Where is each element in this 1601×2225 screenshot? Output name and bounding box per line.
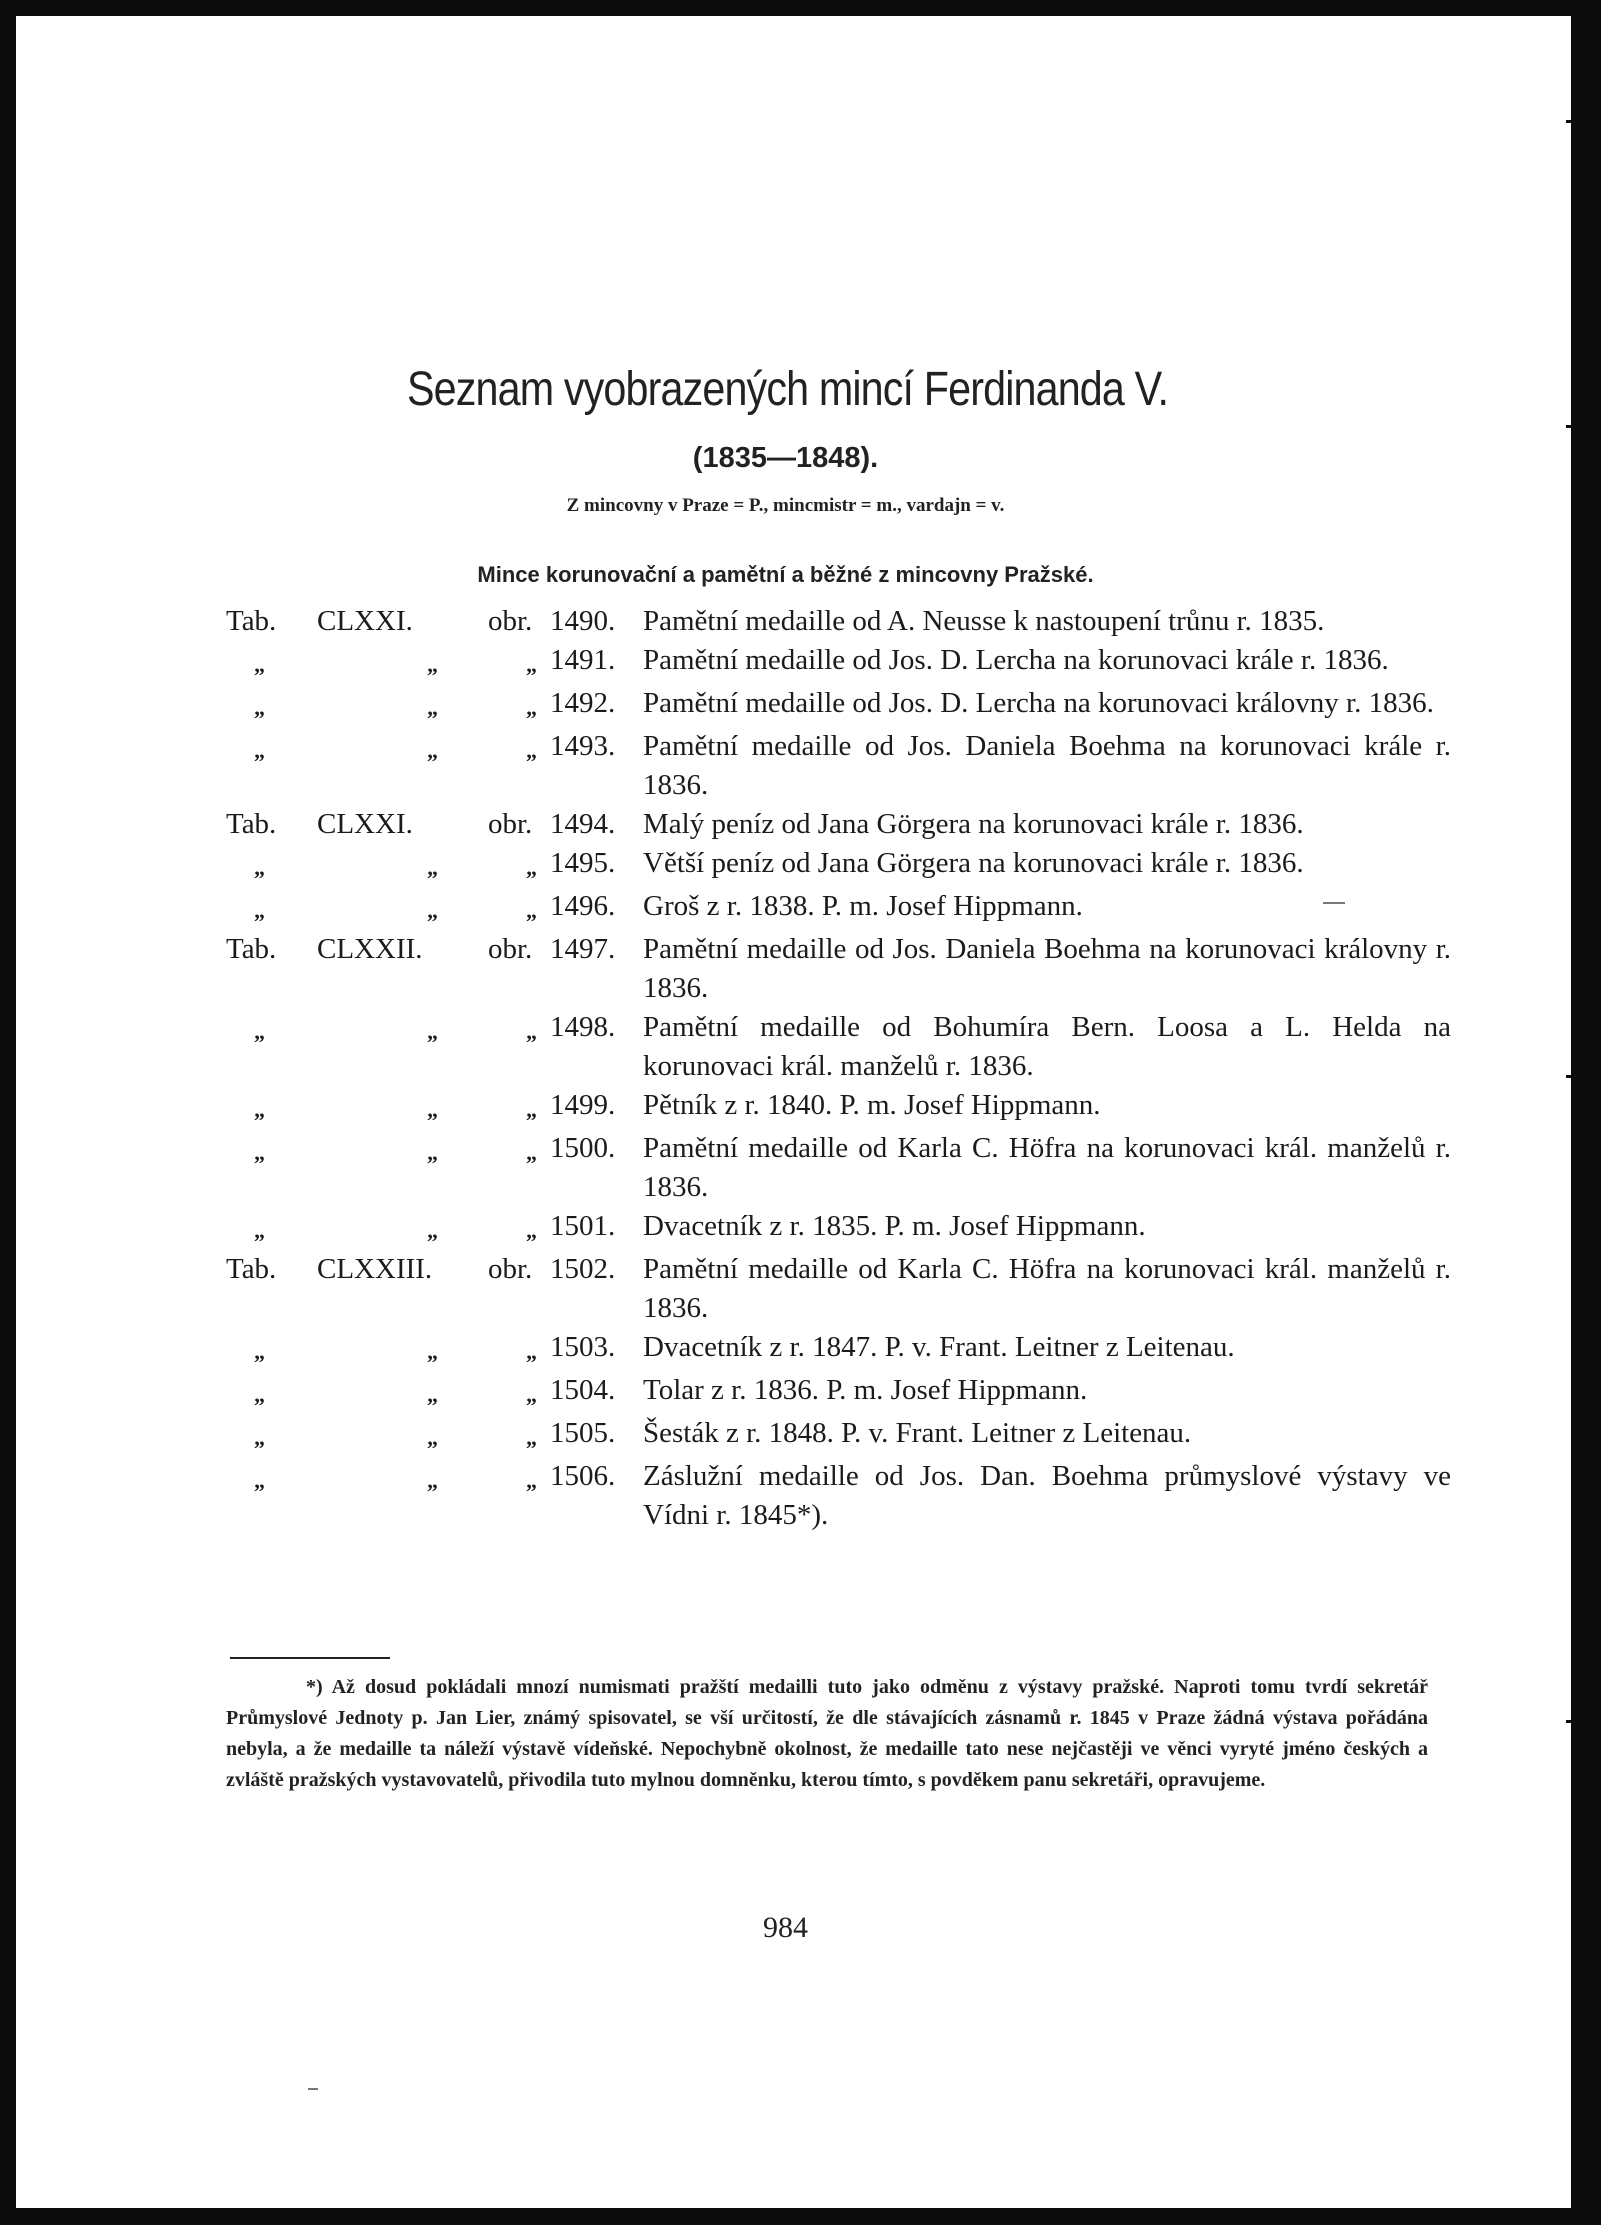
figure-number <box>550 805 643 844</box>
ditto-mark: „ <box>427 855 438 880</box>
plate-number <box>317 844 488 887</box>
scan-edge-mark <box>1566 1075 1574 1078</box>
figure-number-text: 1490. <box>550 605 616 637</box>
ditto-mark: „ <box>254 1140 265 1165</box>
plate-prefix-text: Tab. <box>226 1253 277 1285</box>
figure-number <box>550 887 643 926</box>
plate-prefix <box>226 844 317 887</box>
figure-number <box>550 602 643 641</box>
figure-number-text: 1496. <box>550 890 616 922</box>
figure-number <box>550 641 643 680</box>
figure-number <box>550 684 643 723</box>
item-description-text: Pamětní medaille od Karla C. Höfra na korunovaci král. manželů r. 1836. <box>643 1132 1451 1203</box>
ditto-mark: „ <box>254 1382 265 1407</box>
plate-number <box>317 1086 488 1129</box>
plate-number <box>317 1250 488 1289</box>
ditto-mark: „ <box>254 695 265 720</box>
figure-number-text: 1505. <box>550 1417 616 1449</box>
ditto-mark: „ <box>526 1097 537 1122</box>
section-heading: Mince korunovační a pamětní a běžné z mincovny Pražské. <box>477 562 1094 587</box>
ditto-mark: „ <box>526 898 537 923</box>
footnote-divider <box>230 1657 390 1659</box>
list-item <box>226 930 1451 1008</box>
plate-prefix <box>226 1414 317 1457</box>
figure-number-text: 1495. <box>550 847 616 879</box>
ditto-mark: „ <box>254 1468 265 1493</box>
figure-number-text: 1498. <box>550 1011 616 1043</box>
plate-prefix <box>226 641 317 684</box>
plate-prefix <box>226 1008 317 1051</box>
plate-number <box>317 1457 488 1500</box>
figure-label <box>488 805 550 844</box>
figure-number-text: 1506. <box>550 1460 616 1492</box>
figure-number <box>550 930 643 969</box>
ditto-mark: „ <box>427 738 438 763</box>
plate-prefix-text: Tab. <box>226 605 277 637</box>
figure-number-text: 1494. <box>550 808 616 840</box>
item-description-text: Pětník z r. 1840. P. m. Josef Hippmann. <box>643 1089 1101 1121</box>
ditto-mark: „ <box>427 1382 438 1407</box>
ditto-mark: „ <box>427 1425 438 1450</box>
plate-number <box>317 641 488 684</box>
ditto-mark: „ <box>526 1140 537 1165</box>
figure-label <box>488 1414 550 1457</box>
item-description <box>643 1086 1451 1125</box>
ditto-mark: „ <box>254 1218 265 1243</box>
list-item <box>226 1207 1451 1250</box>
item-description-text: Pamětní medaille od Jos. Daniela Boehma na korunovaci krále r. 1836. <box>643 730 1451 801</box>
plate-number <box>317 930 488 969</box>
figure-number-text: 1492. <box>550 687 616 719</box>
item-description-text: Šesták z r. 1848. P. v. Frant. Leitner z Leitenau. <box>643 1417 1192 1449</box>
item-description-text: Dvacetník z r. 1847. P. v. Frant. Leitner z Leitenau. <box>643 1331 1235 1363</box>
plate-prefix <box>226 684 317 727</box>
ditto-mark: „ <box>254 1339 265 1364</box>
plate-prefix <box>226 887 317 930</box>
plate-prefix <box>226 1457 317 1500</box>
plate-number <box>317 887 488 930</box>
ditto-mark: „ <box>526 695 537 720</box>
ditto-mark: „ <box>427 652 438 677</box>
figure-label <box>488 1328 550 1371</box>
figure-label <box>488 887 550 930</box>
figure-number-text: 1503. <box>550 1331 616 1363</box>
plate-prefix <box>226 1207 317 1250</box>
figure-number-text: 1501. <box>550 1210 616 1242</box>
plate-prefix <box>226 805 317 844</box>
plate-number <box>317 805 488 844</box>
ditto-mark: „ <box>526 1339 537 1364</box>
figure-label <box>488 1008 550 1051</box>
list-item <box>226 602 1451 641</box>
figure-number <box>550 1207 643 1246</box>
plate-prefix <box>226 1250 317 1289</box>
item-description <box>643 727 1451 805</box>
figure-label <box>488 1129 550 1172</box>
ditto-mark: „ <box>526 1019 537 1044</box>
figure-number <box>550 844 643 883</box>
figure-number <box>550 727 643 766</box>
item-description <box>643 684 1451 723</box>
ditto-mark: „ <box>526 855 537 880</box>
ditto-mark: „ <box>254 652 265 677</box>
year-range: (1835—1848). <box>692 442 879 474</box>
item-description <box>643 805 1451 844</box>
coin-list <box>226 602 1451 1535</box>
list-item <box>226 684 1451 727</box>
page-title: Seznam vyobrazených mincí Ferdinanda V. <box>406 363 1169 416</box>
ditto-mark: „ <box>526 1218 537 1243</box>
item-description-text: Záslužní medaille od Jos. Dan. Boehma průmyslové výstavy ve Vídni r. 1845*). <box>643 1460 1451 1531</box>
plate-number <box>317 1207 488 1250</box>
item-description-text: Groš z r. 1838. P. m. Josef Hippmann. <box>643 890 1083 922</box>
figure-label <box>488 1250 550 1289</box>
plate-number <box>317 1414 488 1457</box>
footnote: *) Až dosud pokládali mnozí numismati pražští medailli tuto jako odměnu z výstavy pražské. Naproti tomu tvrdí sekretář Průmyslové Jednoty p. Jan Lier, známý spisovatel, se vší určitostí, že dle stávajících zásnamů r. 1845 v Praze žádná výstava pořádána nebyla, a že medaille ta náleží výstavě vídeňské. Nepochybně okolnost, že medaille tato nese nejčastěji ve věnci vyryté jméno českých a zvláště pražských vystavovatelů, přivodila tuto mylnou domněnku, kterou tímto, s povděkem panu sekretáři, opravujeme. <box>226 1676 1428 1791</box>
item-description <box>643 1207 1451 1246</box>
item-description <box>643 602 1451 641</box>
plate-prefix <box>226 602 317 641</box>
list-item <box>226 1328 1451 1371</box>
plate-number-text: CLXXIII. <box>317 1253 433 1285</box>
item-description <box>643 1414 1451 1453</box>
figure-number-text: 1491. <box>550 644 616 676</box>
item-description <box>643 887 1451 926</box>
item-description-text: Tolar z r. 1836. P. m. Josef Hippmann. <box>643 1374 1088 1406</box>
plate-prefix-text: Tab. <box>226 808 277 840</box>
ditto-mark: „ <box>427 898 438 923</box>
figure-number-text: 1502. <box>550 1253 616 1285</box>
figure-label <box>488 1207 550 1250</box>
ditto-mark: „ <box>427 1468 438 1493</box>
figure-label-text: obr. <box>488 1253 533 1285</box>
plate-prefix <box>226 1328 317 1371</box>
figure-label <box>488 684 550 727</box>
ditto-mark: „ <box>254 898 265 923</box>
figure-label <box>488 1086 550 1129</box>
plate-number <box>317 684 488 727</box>
figure-number <box>550 1008 643 1047</box>
item-description <box>643 1250 1451 1328</box>
item-description-text: Malý peníz od Jana Görgera na korunovaci krále r. 1836. <box>643 808 1304 840</box>
print-speck <box>308 2088 318 2090</box>
item-description <box>643 1371 1451 1410</box>
item-description-text: Pamětní medaille od A. Neusse k nastoupení trůnu r. 1835. <box>643 605 1325 637</box>
list-item <box>226 805 1451 844</box>
ditto-mark: „ <box>254 1425 265 1450</box>
figure-number <box>550 1414 643 1453</box>
plate-number-text: CLXXI. <box>317 605 413 637</box>
figure-label-text: obr. <box>488 808 533 840</box>
figure-number-text: 1499. <box>550 1089 616 1121</box>
item-description <box>643 1008 1451 1086</box>
figure-number-text: 1493. <box>550 730 616 762</box>
ditto-mark: „ <box>254 855 265 880</box>
list-item <box>226 1086 1451 1129</box>
plate-number-text: CLXXI. <box>317 808 413 840</box>
ditto-mark: „ <box>526 738 537 763</box>
figure-number-text: 1504. <box>550 1374 616 1406</box>
ditto-mark: „ <box>526 1382 537 1407</box>
plate-number <box>317 1008 488 1051</box>
ditto-mark: „ <box>427 1218 438 1243</box>
item-description-text: Pamětní medaille od Jos. D. Lercha na korunovaci krále r. 1836. <box>643 644 1389 676</box>
scan-edge-mark <box>1566 425 1574 428</box>
item-description <box>643 1457 1451 1535</box>
item-description <box>643 1328 1451 1367</box>
ditto-mark: „ <box>427 695 438 720</box>
figure-number <box>550 1250 643 1289</box>
item-description <box>643 844 1451 883</box>
plate-prefix <box>226 930 317 969</box>
ditto-mark: „ <box>254 738 265 763</box>
item-description-text: Dvacetník z r. 1835. P. m. Josef Hippmann. <box>643 1210 1146 1242</box>
figure-number <box>550 1129 643 1168</box>
list-item <box>226 1129 1451 1207</box>
item-description-text: Pamětní medaille od Jos. D. Lercha na korunovaci královny r. 1836. <box>643 687 1434 719</box>
figure-label <box>488 727 550 770</box>
list-item <box>226 641 1451 684</box>
plate-number-text: CLXXII. <box>317 933 423 965</box>
item-description <box>643 641 1451 680</box>
plate-prefix <box>226 1129 317 1172</box>
ditto-mark: „ <box>526 1468 537 1493</box>
ditto-mark: „ <box>427 1339 438 1364</box>
figure-label-text: obr. <box>488 933 533 965</box>
page-number: 984 <box>763 1911 808 1944</box>
plate-prefix <box>226 727 317 770</box>
ditto-mark: „ <box>526 652 537 677</box>
figure-label <box>488 844 550 887</box>
list-item <box>226 1250 1451 1328</box>
ditto-mark: „ <box>526 1425 537 1450</box>
plate-prefix-text: Tab. <box>226 933 277 965</box>
abbreviation-legend: Z mincovny v Praze = P., mincmistr = m., vardajn = v. <box>566 495 1005 516</box>
scan-edge-mark <box>1566 120 1574 123</box>
figure-label-text: obr. <box>488 605 533 637</box>
plate-number <box>317 1129 488 1172</box>
figure-label <box>488 641 550 684</box>
figure-number <box>550 1086 643 1125</box>
figure-number <box>550 1371 643 1410</box>
figure-number <box>550 1328 643 1367</box>
ditto-mark: „ <box>427 1019 438 1044</box>
item-description <box>643 930 1451 1008</box>
scan-border-top <box>0 0 1601 16</box>
item-description-text: Pamětní medaille od Jos. Daniela Boehma na korunovaci královny r. 1836. <box>643 933 1451 1004</box>
plate-prefix <box>226 1086 317 1129</box>
list-item <box>226 1008 1451 1086</box>
ditto-mark: „ <box>254 1097 265 1122</box>
scan-border-right <box>1571 0 1601 2225</box>
plate-number <box>317 1371 488 1414</box>
item-description-text: Pamětní medaille od Bohumíra Bern. Loosa a L. Helda na korunovaci král. manželů r. 1836. <box>643 1011 1451 1082</box>
ditto-mark: „ <box>427 1097 438 1122</box>
list-item <box>226 1414 1451 1457</box>
figure-label <box>488 1457 550 1500</box>
scan-border-left <box>0 0 16 2225</box>
list-item <box>226 1457 1451 1535</box>
list-item <box>226 1371 1451 1414</box>
item-description-text: Pamětní medaille od Karla C. Höfra na korunovaci král. manželů r. 1836. <box>643 1253 1451 1324</box>
item-description <box>643 1129 1451 1207</box>
figure-number <box>550 1457 643 1496</box>
item-description-text: Větší peníz od Jana Görgera na korunovaci krále r. 1836. <box>643 847 1304 879</box>
ditto-mark: „ <box>254 1019 265 1044</box>
figure-label <box>488 930 550 969</box>
figure-label <box>488 1371 550 1414</box>
ditto-mark: „ <box>427 1140 438 1165</box>
plate-number <box>317 602 488 641</box>
plate-prefix <box>226 1371 317 1414</box>
scan-border-bottom <box>0 2208 1601 2225</box>
list-item <box>226 844 1451 887</box>
list-item <box>226 727 1451 805</box>
figure-number-text: 1500. <box>550 1132 616 1164</box>
figure-label <box>488 602 550 641</box>
plate-number <box>317 727 488 770</box>
figure-number-text: 1497. <box>550 933 616 965</box>
scan-edge-mark <box>1566 1720 1574 1723</box>
plate-number <box>317 1328 488 1371</box>
list-item <box>226 887 1451 930</box>
